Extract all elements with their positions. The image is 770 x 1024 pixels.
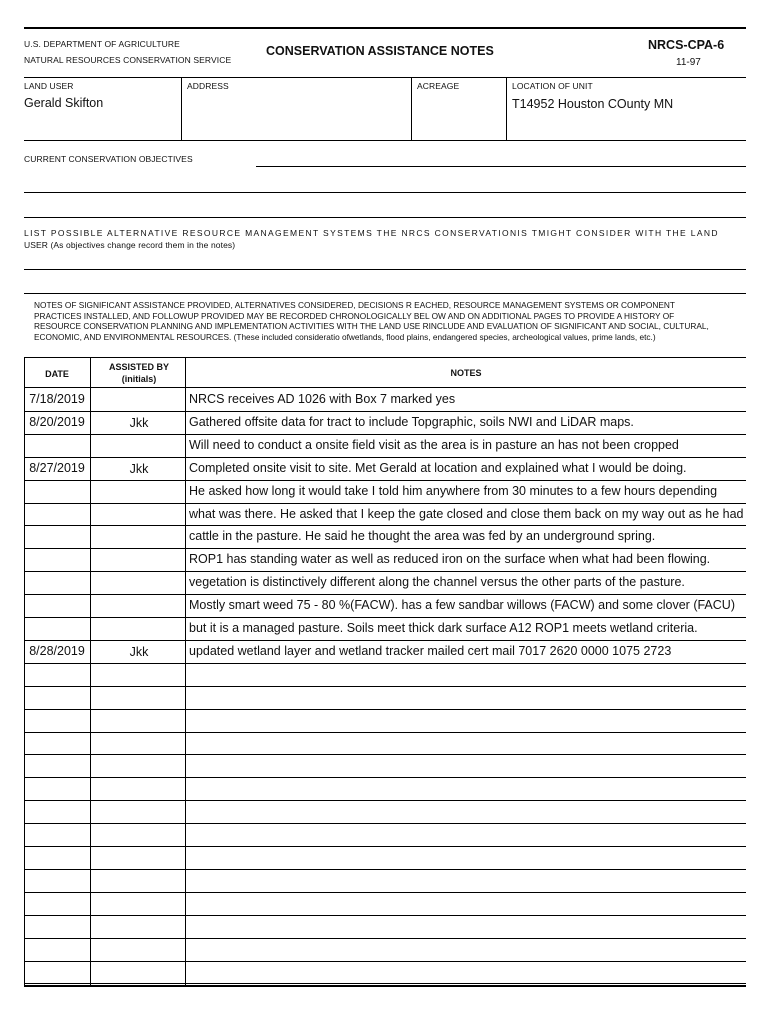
table-row: [24, 915, 746, 916]
table-row: [24, 754, 746, 755]
table-row: [24, 777, 746, 778]
row-note[interactable]: Completed onsite visit to site. Met Gerald at location and explained what I would be doing.: [189, 460, 687, 475]
objectives-line-1[interactable]: [256, 166, 746, 167]
table-row: [24, 548, 746, 549]
field-box-top: [24, 77, 746, 78]
alternatives-line-2[interactable]: [24, 293, 746, 294]
table-row: [24, 434, 746, 435]
table-row: [24, 892, 746, 893]
row-initials[interactable]: Jkk: [129, 644, 149, 659]
date-header: DATE: [45, 369, 69, 379]
field-box-bottom: [24, 140, 746, 141]
table-row: [24, 686, 746, 687]
assisted-header: ASSISTED BY: [108, 362, 169, 372]
row-date[interactable]: 8/27/2019: [29, 460, 85, 475]
row-initials[interactable]: Jkk: [129, 415, 149, 430]
table-row: [24, 480, 746, 481]
table-row: [24, 663, 746, 664]
table-top: [24, 357, 746, 358]
row-note[interactable]: Gathered offsite data for tract to include Topgraphic, soils NWI and LiDAR maps.: [189, 414, 634, 429]
address-label: ADDRESS: [187, 81, 229, 91]
location-field[interactable]: T14952 Houston COunty MN: [512, 97, 674, 111]
table-row: [24, 823, 746, 824]
table-row: [24, 938, 746, 939]
table-row: [24, 571, 746, 572]
objectives-line-2[interactable]: [24, 192, 746, 193]
alternatives-label: LIST POSSIBLE ALTERNATIVE RESOURCE MANAGEMENT SYSTEMS THE NRCS CONSERVATIONIS TMIGHT CONSIDER WITH THE LAND: [24, 228, 719, 238]
field-divider-2: [411, 77, 412, 141]
row-note[interactable]: ROP1 has standing water as well as reduced iron on the surface when what had been flowing.: [189, 552, 711, 567]
assisted-header-sub: (initials): [121, 374, 157, 384]
table-row: [24, 869, 746, 870]
field-divider-3: [506, 77, 507, 141]
field-divider-1: [181, 77, 182, 141]
form-code: NRCS-CPA-6: [648, 38, 725, 52]
row-note[interactable]: but it is a managed pasture. Soils meet thick dark surface A12 ROP1 meets wetland criteria.: [189, 621, 698, 635]
alternatives-line-1[interactable]: [24, 269, 746, 270]
alternatives-label-note: USER (As objectives change record them in the notes): [24, 240, 236, 250]
notes-header: NOTES: [450, 368, 482, 378]
bottom-border: [24, 985, 746, 987]
row-initials[interactable]: Jkk: [129, 461, 149, 476]
row-note[interactable]: updated wetland layer and wetland tracker mailed cert mail 7017 2620 0000 1075 2723: [189, 643, 672, 658]
notes-instructions: NOTES OF SIGNIFICANT ASSISTANCE PROVIDED, ALTERNATIVES CONSIDERED, DECISIONS R EACHED, RESOURCE MANAGEMENT SYSTEMS OR COMPONENT PRACTICES INSTALLED, AND FOLLOWUP PROVIDED MAY BE RECORDED CHRONOLOGICALLY BEL OW AND ON ADDITIONAL PAGES TO PROVIDE A HISTORY OF RESOURCE CONSERVATION PLANNING AND IMPLEMENTATION ACTIVITIES WITH THE LAND USE RINCLUDE AND EVALUATION OF SIGNIFICANT AND SOCIAL, CULTURAL, ECONOMIC, AND ENVIRONMENTAL RESOURCES. (These included consideratio ofwetlands, flood plains, endangered species, archeological values, prime lands, etc.): [34, 300, 709, 342]
objectives-line-3[interactable]: [24, 217, 746, 218]
address-field[interactable]: [187, 96, 407, 136]
table-header-bottom: [24, 387, 746, 388]
acreage-label: ACREAGE: [417, 81, 460, 91]
row-date[interactable]: 8/20/2019: [29, 414, 85, 429]
service-name: NATURAL RESOURCES CONSERVATION SERVICE: [24, 55, 232, 65]
row-note[interactable]: Will need to conduct a onsite field visit as the area is in pasture an has not been cropped: [189, 437, 679, 452]
table-row: [24, 709, 746, 710]
row-date[interactable]: 7/18/2019: [29, 392, 85, 406]
row-note[interactable]: Mostly smart weed 75 - 80 %(FACW). has a few sandbar willows (FACW) and some clover (FACU): [189, 598, 735, 613]
row-note[interactable]: He asked how long it would take I told him anywhere from 30 minutes to a few hours depending: [189, 483, 718, 498]
table-row: [24, 961, 746, 962]
objectives-label: CURRENT CONSERVATION OBJECTIVES: [24, 154, 193, 164]
location-label: LOCATION OF UNIT: [512, 81, 593, 91]
form-title: CONSERVATION ASSISTANCE NOTES: [266, 44, 494, 58]
land-user-label: LAND USER: [24, 81, 74, 91]
table-row: [24, 800, 746, 801]
department-name: U.S. DEPARTMENT OF AGRICULTURE: [24, 39, 180, 49]
table-row: [24, 640, 746, 641]
land-user-field[interactable]: Gerald Skifton: [24, 96, 104, 110]
top-border: [24, 27, 746, 29]
table-row: [24, 525, 746, 526]
row-note[interactable]: cattle in the pasture. He said he thought the area was fed by an underground spring.: [189, 529, 656, 544]
table-row: [24, 411, 746, 412]
row-date[interactable]: 8/28/2019: [29, 643, 85, 658]
table-row: [24, 457, 746, 458]
row-note[interactable]: NRCS receives AD 1026 with Box 7 marked yes: [189, 392, 456, 406]
form-date: 11-97: [676, 57, 701, 68]
table-row: [24, 846, 746, 847]
table-row: [24, 594, 746, 595]
row-note[interactable]: what was there. He asked that I keep the gate closed and close them back on my way out as he had: [189, 506, 744, 521]
table-row: [24, 617, 746, 618]
table-row: [24, 732, 746, 733]
acreage-field[interactable]: [417, 96, 503, 136]
row-note[interactable]: vegetation is distinctively different along the channel versus the other parts of the pasture.: [189, 575, 685, 590]
table-row: [24, 503, 746, 504]
